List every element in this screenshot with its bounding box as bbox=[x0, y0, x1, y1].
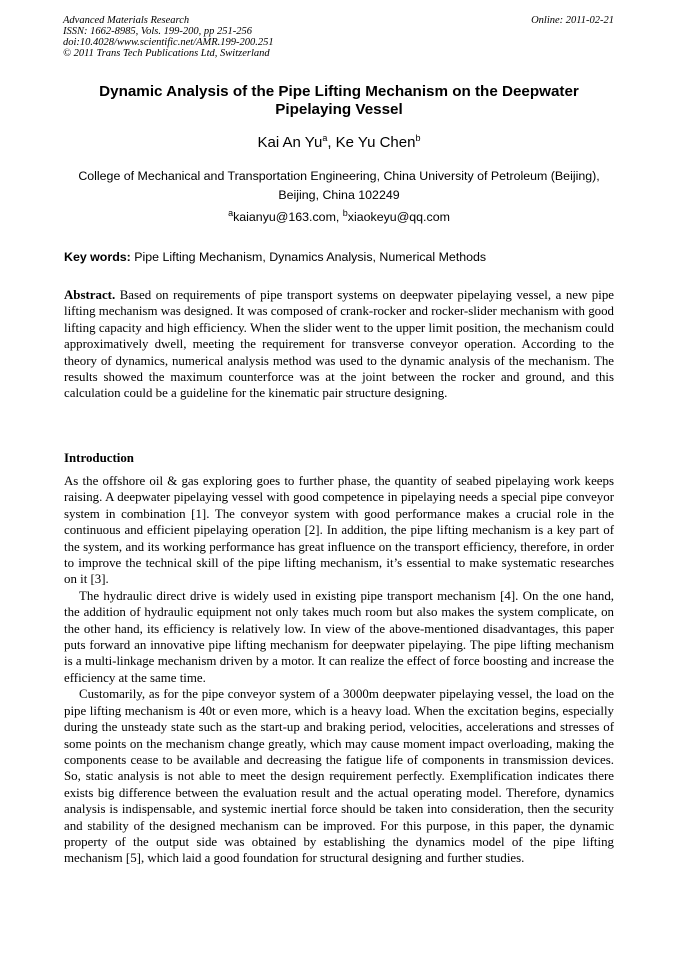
email-mark: b bbox=[342, 207, 348, 218]
email-link[interactable]: xiaokeyu@qq.com bbox=[347, 210, 450, 224]
affiliation-line: College of Mechanical and Transportation Engineering, China University of Petroleum (Beijing), bbox=[78, 169, 600, 183]
journal-name: Advanced Materials Research bbox=[63, 15, 190, 26]
introduction-body bbox=[64, 473, 614, 867]
abstract-label: Abstract. bbox=[64, 288, 116, 302]
author-separator: , bbox=[327, 134, 336, 151]
keywords bbox=[64, 250, 614, 264]
author-list bbox=[64, 134, 614, 151]
paragraph: The hydraulic direct drive is widely used in existing pipe transport mechanism [4]. On the one hand, the addition of hydraulic equipment not only takes much room but also makes the system complicate, on the other hand, its efficiency is relatively low. In view of the above-mentioned disadvantages, this paper puts forward an innovative pipe lifting mechanism for deepwater pipelaying. The pipe lifting mechanism is a multi-linkage mechanism driven by a motor. It can realize the effect of force boosting and increase the efficiency at the same time. bbox=[64, 588, 614, 685]
affiliation-line: Beijing, China 102249 bbox=[278, 188, 400, 202]
author-affil-mark: a bbox=[322, 133, 328, 143]
online-date: Online: 2011-02-21 bbox=[531, 15, 614, 26]
issn-line: ISSN: 1662-8985, Vols. 199-200, pp 251-256 bbox=[63, 26, 252, 37]
email-link[interactable]: kaianyu@163.com bbox=[233, 210, 336, 224]
paper-title: Dynamic Analysis of the Pipe Lifting Mechanism on the Deepwater Pipelaying Vessel bbox=[99, 83, 579, 118]
author-affil-mark: b bbox=[415, 133, 421, 143]
paragraph: Customarily, as for the pipe conveyor system of a 3000m deepwater pipelaying vessel, the load on the pipe lifting mechanism is 40t or even more, which is a heavy load. When the excitation begins, especially during the unsteady state such as the start-up and braking period, velocities, accelerations and stresses of some points on the mechanism change greatly, which may cause moment impact overloading, making the components cease to be available and decreasing the fatigue life of components in transmission devices. So, static analysis is not able to meet the design requirement perfectly. Exemplification indicates there exists big difference between the evaluation result and the actual operating model. Therefore, dynamics analysis is indispensable, and systemic inertial force should be taken into consideration, then the security and stability of the designed mechanism can be improved. For this purpose, in this paper, the dynamic property of the output side was obtained by establishing the dynamics model of the pipe lifting mechanism [5], which laid a good foundation for structural designing and further studies. bbox=[64, 687, 614, 866]
email-separator: , bbox=[335, 210, 343, 224]
author-emails bbox=[64, 207, 614, 224]
abstract bbox=[64, 287, 614, 402]
paragraph: As the offshore oil & gas exploring goes to further phase, the quantity of seabed pipelaying work keeps raising. A deepwater pipelaying vessel with good competence in pipelaying needs a special pipe conveyor system in combination [1]. The conveyor system with good performance makes a crucial role in the continuous and efficient pipelaying operation [2]. In addition, the pipe lifting mechanism is a key part of the system, and its working performance has great influence on the transport efficiency, therefore, in order to improve the technical skill of the pipe lifting mechanism, it’s essential to make systematic researches on it [3]. bbox=[64, 474, 614, 587]
author-name: Ke Yu Chen bbox=[335, 134, 416, 151]
affiliation bbox=[64, 167, 614, 205]
keywords-text: Pipe Lifting Mechanism, Dynamics Analysis, Numerical Methods bbox=[130, 250, 487, 264]
author-name: Kai An Yu bbox=[257, 134, 323, 151]
keywords-label: Key words: bbox=[64, 250, 131, 264]
journal-header bbox=[63, 15, 274, 59]
email-mark: a bbox=[228, 207, 234, 218]
abstract-text: Based on requirements of pipe transport systems on deepwater pipelaying vessel, a new pipe lifting mechanism was designed. It was composed of crank-rocker and rocker-slider mechanism with good lifting capacity and high efficiency. When the slider went to the upper limit position, the mechanism could approximatively dwell, meeting the requirement for transverse conveyor operation. According to the theory of dynamics, numerical analysis method was used to the dynamic analysis of the mechanism. The results showed the maximum counterforce was at the joint between the rocker and ground, and this calculation could be a guideline for the kinematic pair structure designing. bbox=[64, 288, 614, 401]
copyright-line: © 2011 Trans Tech Publications Ltd, Switzerland bbox=[63, 48, 270, 59]
doi-line: doi:10.4028/www.scientific.net/AMR.199-200.251 bbox=[63, 37, 274, 48]
section-heading: Introduction bbox=[64, 451, 134, 465]
